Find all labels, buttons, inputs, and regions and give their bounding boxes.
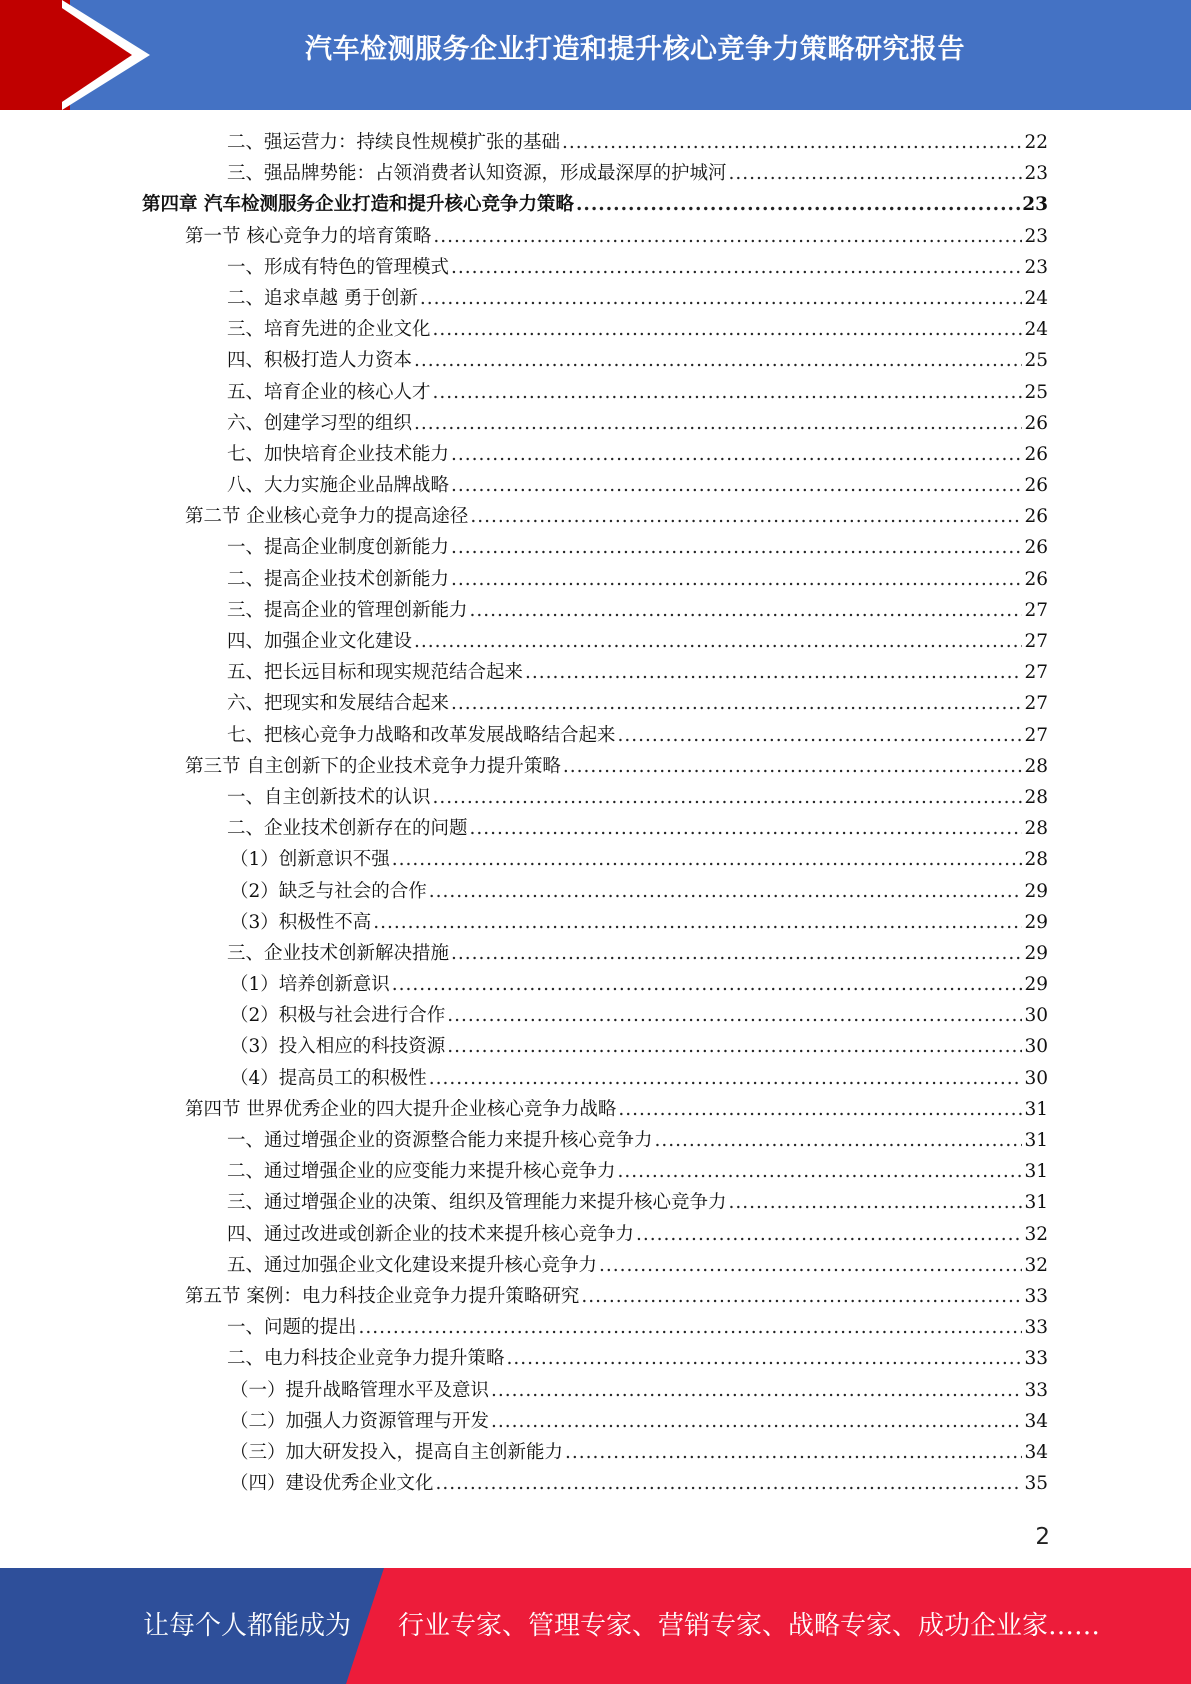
toc-entry-page: 25 bbox=[1024, 381, 1048, 403]
dot-leader bbox=[451, 564, 1022, 595]
toc-entry-page: 33 bbox=[1024, 1348, 1048, 1370]
toc-entry-page: 27 bbox=[1024, 599, 1048, 621]
toc-entry[interactable] bbox=[0, 408, 1191, 439]
dot-leader bbox=[451, 532, 1022, 563]
dot-leader bbox=[392, 969, 1023, 1000]
toc-entry-page: 31 bbox=[1024, 1098, 1048, 1120]
toc-entry-page: 26 bbox=[1024, 412, 1048, 434]
dot-leader bbox=[451, 688, 1022, 719]
toc-entry-title: 四、积极打造人力资本 bbox=[227, 350, 413, 372]
toc-entry-page: 27 bbox=[1024, 693, 1048, 715]
toc-entry-page: 35 bbox=[1024, 1473, 1048, 1495]
toc-entry[interactable] bbox=[0, 158, 1191, 189]
toc-entry-page: 27 bbox=[1024, 631, 1048, 652]
dot-leader bbox=[563, 751, 1023, 782]
footer-slogan-right: 行业专家、管理专家、营销专家、战略专家、成功企业家…… bbox=[398, 1611, 1101, 1641]
toc-entry-page: 34 bbox=[1024, 1410, 1048, 1432]
toc-entry-page: 23 bbox=[1024, 256, 1048, 278]
toc-entry[interactable] bbox=[0, 501, 1191, 532]
dot-leader bbox=[525, 657, 1022, 688]
toc-entry-title: 四、通过改进或创新企业的技术来提升核心竞争力 bbox=[227, 1223, 635, 1245]
dot-leader bbox=[729, 158, 1023, 189]
dot-leader bbox=[618, 720, 1023, 751]
toc-entry[interactable] bbox=[0, 252, 1191, 283]
toc-entry[interactable] bbox=[0, 283, 1191, 314]
toc-entry-page: 32 bbox=[1024, 1254, 1048, 1276]
toc-entry[interactable] bbox=[0, 532, 1191, 563]
toc-entry-title: 第一节 核心竞争力的培育策略 bbox=[185, 225, 432, 247]
toc-entry[interactable] bbox=[0, 1281, 1191, 1312]
toc-entry-title: 四、加强企业文化建设 bbox=[227, 631, 413, 652]
dot-leader bbox=[436, 1468, 1023, 1499]
toc-entry-title: （3）积极性不高 bbox=[230, 911, 372, 933]
toc-entry-page: 26 bbox=[1024, 475, 1048, 497]
toc-entry[interactable] bbox=[0, 1000, 1191, 1031]
page-number: 2 bbox=[1035, 1524, 1050, 1550]
toc-entry-title: 一、问题的提出 bbox=[227, 1317, 357, 1339]
toc-entry-page: 26 bbox=[1024, 568, 1048, 590]
toc-entry-page: 28 bbox=[1024, 818, 1048, 840]
report-header bbox=[0, 0, 1191, 110]
dot-leader bbox=[618, 1094, 1022, 1125]
dot-leader bbox=[576, 189, 1020, 220]
toc-entry[interactable] bbox=[0, 1031, 1191, 1062]
dot-leader bbox=[433, 314, 1023, 345]
toc-entry[interactable] bbox=[0, 127, 1191, 158]
toc-entry[interactable] bbox=[0, 564, 1191, 595]
toc-entry[interactable] bbox=[0, 1437, 1191, 1468]
dot-leader bbox=[562, 127, 1022, 158]
toc-entry[interactable] bbox=[0, 1468, 1191, 1499]
toc-entry-page: 29 bbox=[1024, 911, 1048, 933]
toc-entry[interactable] bbox=[0, 377, 1191, 408]
dot-leader bbox=[414, 345, 1022, 376]
dot-leader bbox=[491, 1406, 1022, 1437]
dot-leader bbox=[429, 876, 1023, 907]
toc-entry-title: （3）投入相应的科技资源 bbox=[230, 1036, 446, 1058]
toc-entry-title: 二、通过增强企业的应变能力来提升核心竞争力 bbox=[227, 1161, 616, 1183]
toc-entry-page: 29 bbox=[1024, 880, 1048, 902]
toc-entry[interactable] bbox=[0, 969, 1191, 1000]
toc-entry[interactable] bbox=[0, 345, 1191, 376]
toc-entry-page: 29 bbox=[1024, 942, 1048, 964]
toc-entry-title: 一、形成有特色的管理模式 bbox=[227, 256, 450, 278]
dot-leader bbox=[491, 1375, 1022, 1406]
toc-entry-title: 第三节 自主创新下的企业技术竞争力提升策略 bbox=[185, 755, 561, 777]
dot-leader bbox=[507, 1343, 1023, 1374]
toc-entry-page: 30 bbox=[1024, 1067, 1048, 1089]
toc-entry-page: 26 bbox=[1024, 506, 1048, 528]
toc-entry-page: 33 bbox=[1024, 1379, 1048, 1401]
toc-entry-title: 二、电力科技企业竞争力提升策略 bbox=[227, 1348, 505, 1370]
toc-entry-page: 34 bbox=[1024, 1441, 1048, 1463]
report-title: 汽车检测服务企业打造和提升核心竞争力策略研究报告 bbox=[305, 34, 965, 65]
dot-leader bbox=[433, 377, 1023, 408]
toc-entry[interactable] bbox=[0, 189, 1191, 220]
toc-entry-page: 25 bbox=[1024, 350, 1048, 372]
dot-leader bbox=[429, 1063, 1023, 1094]
toc-entry[interactable] bbox=[0, 813, 1191, 844]
toc-entry-page: 23 bbox=[1022, 194, 1048, 216]
toc-entry-page: 29 bbox=[1024, 974, 1048, 996]
dot-leader bbox=[447, 1000, 1022, 1031]
toc-entry-title: 八、大力实施企业品牌战略 bbox=[227, 475, 450, 497]
toc-entry-title: 第二节 企业核心竞争力的提高途径 bbox=[185, 506, 469, 528]
toc-entry-page: 28 bbox=[1024, 786, 1048, 808]
toc-entry-title: 第四节 世界优秀企业的四大提升企业核心竞争力战略 bbox=[185, 1098, 617, 1120]
dot-leader bbox=[433, 782, 1023, 813]
toc-entry-page: 31 bbox=[1024, 1192, 1048, 1214]
dot-leader bbox=[414, 626, 1022, 657]
toc-entry-title: 五、把长远目标和现实规范结合起来 bbox=[227, 662, 524, 684]
toc-entry-page: 32 bbox=[1024, 1223, 1048, 1245]
toc-entry-page: 31 bbox=[1024, 1161, 1048, 1183]
toc-entry-page: 26 bbox=[1024, 443, 1048, 465]
toc-entry-title: （1）培养创新意识 bbox=[230, 974, 390, 996]
toc-entry-title: 三、培育先进的企业文化 bbox=[227, 319, 431, 341]
toc-entry[interactable] bbox=[0, 782, 1191, 813]
toc-entry-title: 第五节 案例：电力科技企业竞争力提升策略研究 bbox=[185, 1285, 580, 1307]
dot-leader bbox=[729, 1187, 1023, 1218]
toc-entry-page: 28 bbox=[1024, 849, 1048, 871]
toc-entry-page: 31 bbox=[1024, 1130, 1048, 1151]
toc-entry[interactable] bbox=[0, 1156, 1191, 1187]
dot-leader bbox=[392, 844, 1023, 875]
toc-entry[interactable] bbox=[0, 1406, 1191, 1437]
dot-leader bbox=[470, 813, 1023, 844]
toc-entry[interactable] bbox=[0, 876, 1191, 907]
toc-entry[interactable] bbox=[0, 1094, 1191, 1125]
dot-leader bbox=[655, 1125, 1023, 1156]
toc-entry-title: 六、创建学习型的组织 bbox=[227, 412, 413, 434]
toc-entry-title: 五、通过加强企业文化建设来提升核心竞争力 bbox=[227, 1254, 598, 1276]
chevron-red-shape bbox=[50, 0, 132, 110]
footer-banner bbox=[0, 1568, 1191, 1684]
toc-entry[interactable] bbox=[0, 470, 1191, 501]
dot-leader bbox=[451, 252, 1022, 283]
table-of-contents bbox=[0, 127, 1191, 1499]
dot-leader bbox=[565, 1437, 1022, 1468]
dot-leader bbox=[414, 408, 1022, 439]
toc-entry-page: 33 bbox=[1024, 1317, 1048, 1339]
dot-leader bbox=[373, 907, 1022, 938]
toc-entry[interactable] bbox=[0, 688, 1191, 719]
toc-entry-title: 二、强运营力：持续良性规模扩张的基础 bbox=[227, 132, 561, 153]
toc-entry[interactable] bbox=[0, 938, 1191, 969]
toc-entry-title: 第四章 汽车检测服务企业打造和提升核心竞争力策略 bbox=[142, 194, 574, 216]
toc-entry[interactable] bbox=[0, 314, 1191, 345]
toc-entry-title: 六、把现实和发展结合起来 bbox=[227, 693, 450, 715]
toc-entry[interactable] bbox=[0, 657, 1191, 688]
toc-entry[interactable] bbox=[0, 1343, 1191, 1374]
toc-entry-page: 22 bbox=[1024, 132, 1048, 153]
dot-leader bbox=[636, 1219, 1022, 1250]
toc-entry[interactable] bbox=[0, 1250, 1191, 1281]
toc-entry-title: （三）加大研发投入，提高自主创新能力 bbox=[230, 1441, 564, 1463]
toc-entry-page: 33 bbox=[1024, 1285, 1048, 1307]
toc-entry[interactable] bbox=[0, 1125, 1191, 1156]
toc-entry-page: 24 bbox=[1024, 319, 1048, 341]
toc-entry[interactable] bbox=[0, 439, 1191, 470]
toc-entry[interactable] bbox=[0, 1187, 1191, 1218]
toc-entry-title: 三、企业技术创新解决措施 bbox=[227, 942, 450, 964]
dot-leader bbox=[451, 439, 1022, 470]
toc-entry-title: 二、企业技术创新存在的问题 bbox=[227, 818, 468, 840]
toc-entry-page: 27 bbox=[1024, 724, 1048, 746]
toc-entry-page: 30 bbox=[1024, 1005, 1048, 1027]
toc-entry-title: 二、提高企业技术创新能力 bbox=[227, 568, 450, 590]
toc-entry-title: 一、通过增强企业的资源整合能力来提升核心竞争力 bbox=[227, 1130, 653, 1151]
toc-entry[interactable] bbox=[0, 626, 1191, 657]
toc-entry-page: 26 bbox=[1024, 537, 1048, 559]
toc-entry-title: 七、加快培育企业技术能力 bbox=[227, 443, 450, 465]
dot-leader bbox=[451, 470, 1022, 501]
toc-entry-title: 三、提高企业的管理创新能力 bbox=[227, 599, 468, 621]
dot-leader bbox=[447, 1031, 1022, 1062]
toc-entry[interactable] bbox=[0, 221, 1191, 252]
toc-entry-title: 一、自主创新技术的认识 bbox=[227, 786, 431, 808]
toc-entry-title: （4）提高员工的积极性 bbox=[230, 1067, 427, 1089]
toc-entry-title: （2）缺乏与社会的合作 bbox=[230, 880, 427, 902]
toc-entry-title: 五、培育企业的核心人才 bbox=[227, 381, 431, 403]
toc-entry-title: 一、提高企业制度创新能力 bbox=[227, 537, 450, 559]
toc-entry[interactable] bbox=[0, 1219, 1191, 1250]
toc-entry[interactable] bbox=[0, 1375, 1191, 1406]
toc-entry-title: 七、把核心竞争力战略和改革发展战略结合起来 bbox=[227, 724, 616, 746]
dot-leader bbox=[451, 938, 1022, 969]
toc-entry[interactable] bbox=[0, 844, 1191, 875]
toc-entry-title: 二、追求卓越 勇于创新 bbox=[227, 287, 418, 309]
toc-entry-title: （二）加强人力资源管理与开发 bbox=[230, 1410, 490, 1432]
toc-entry-title: （2）积极与社会进行合作 bbox=[230, 1005, 446, 1027]
dot-leader bbox=[433, 221, 1022, 252]
toc-entry[interactable] bbox=[0, 907, 1191, 938]
dot-leader bbox=[618, 1156, 1023, 1187]
dot-leader bbox=[470, 595, 1023, 626]
dot-leader bbox=[359, 1312, 1023, 1343]
toc-entry-page: 24 bbox=[1024, 287, 1048, 309]
toc-entry[interactable] bbox=[0, 751, 1191, 782]
toc-entry-title: 三、通过增强企业的决策、组织及管理能力来提升核心竞争力 bbox=[227, 1192, 727, 1214]
toc-entry-page: 27 bbox=[1024, 662, 1048, 684]
toc-entry[interactable] bbox=[0, 1312, 1191, 1343]
toc-entry[interactable] bbox=[0, 1063, 1191, 1094]
dot-leader bbox=[470, 501, 1022, 532]
dot-leader bbox=[581, 1281, 1022, 1312]
toc-entry[interactable] bbox=[0, 595, 1191, 626]
footer-slogan-left: 让每个人都能成为 bbox=[143, 1611, 352, 1641]
toc-entry-title: （1）创新意识不强 bbox=[230, 849, 390, 871]
toc-entry-title: （一）提升战略管理水平及意识 bbox=[230, 1379, 490, 1401]
dot-leader bbox=[420, 283, 1023, 314]
toc-entry-title: （四）建设优秀企业文化 bbox=[230, 1473, 434, 1495]
toc-entry-page: 23 bbox=[1024, 225, 1048, 247]
toc-entry-page: 30 bbox=[1024, 1036, 1048, 1058]
toc-entry-title: 三、强品牌势能：占领消费者认知资源，形成最深厚的护城河 bbox=[227, 163, 727, 185]
dot-leader bbox=[599, 1250, 1022, 1281]
toc-entry-page: 23 bbox=[1024, 163, 1048, 185]
toc-entry[interactable] bbox=[0, 720, 1191, 751]
toc-entry-page: 28 bbox=[1024, 755, 1048, 777]
